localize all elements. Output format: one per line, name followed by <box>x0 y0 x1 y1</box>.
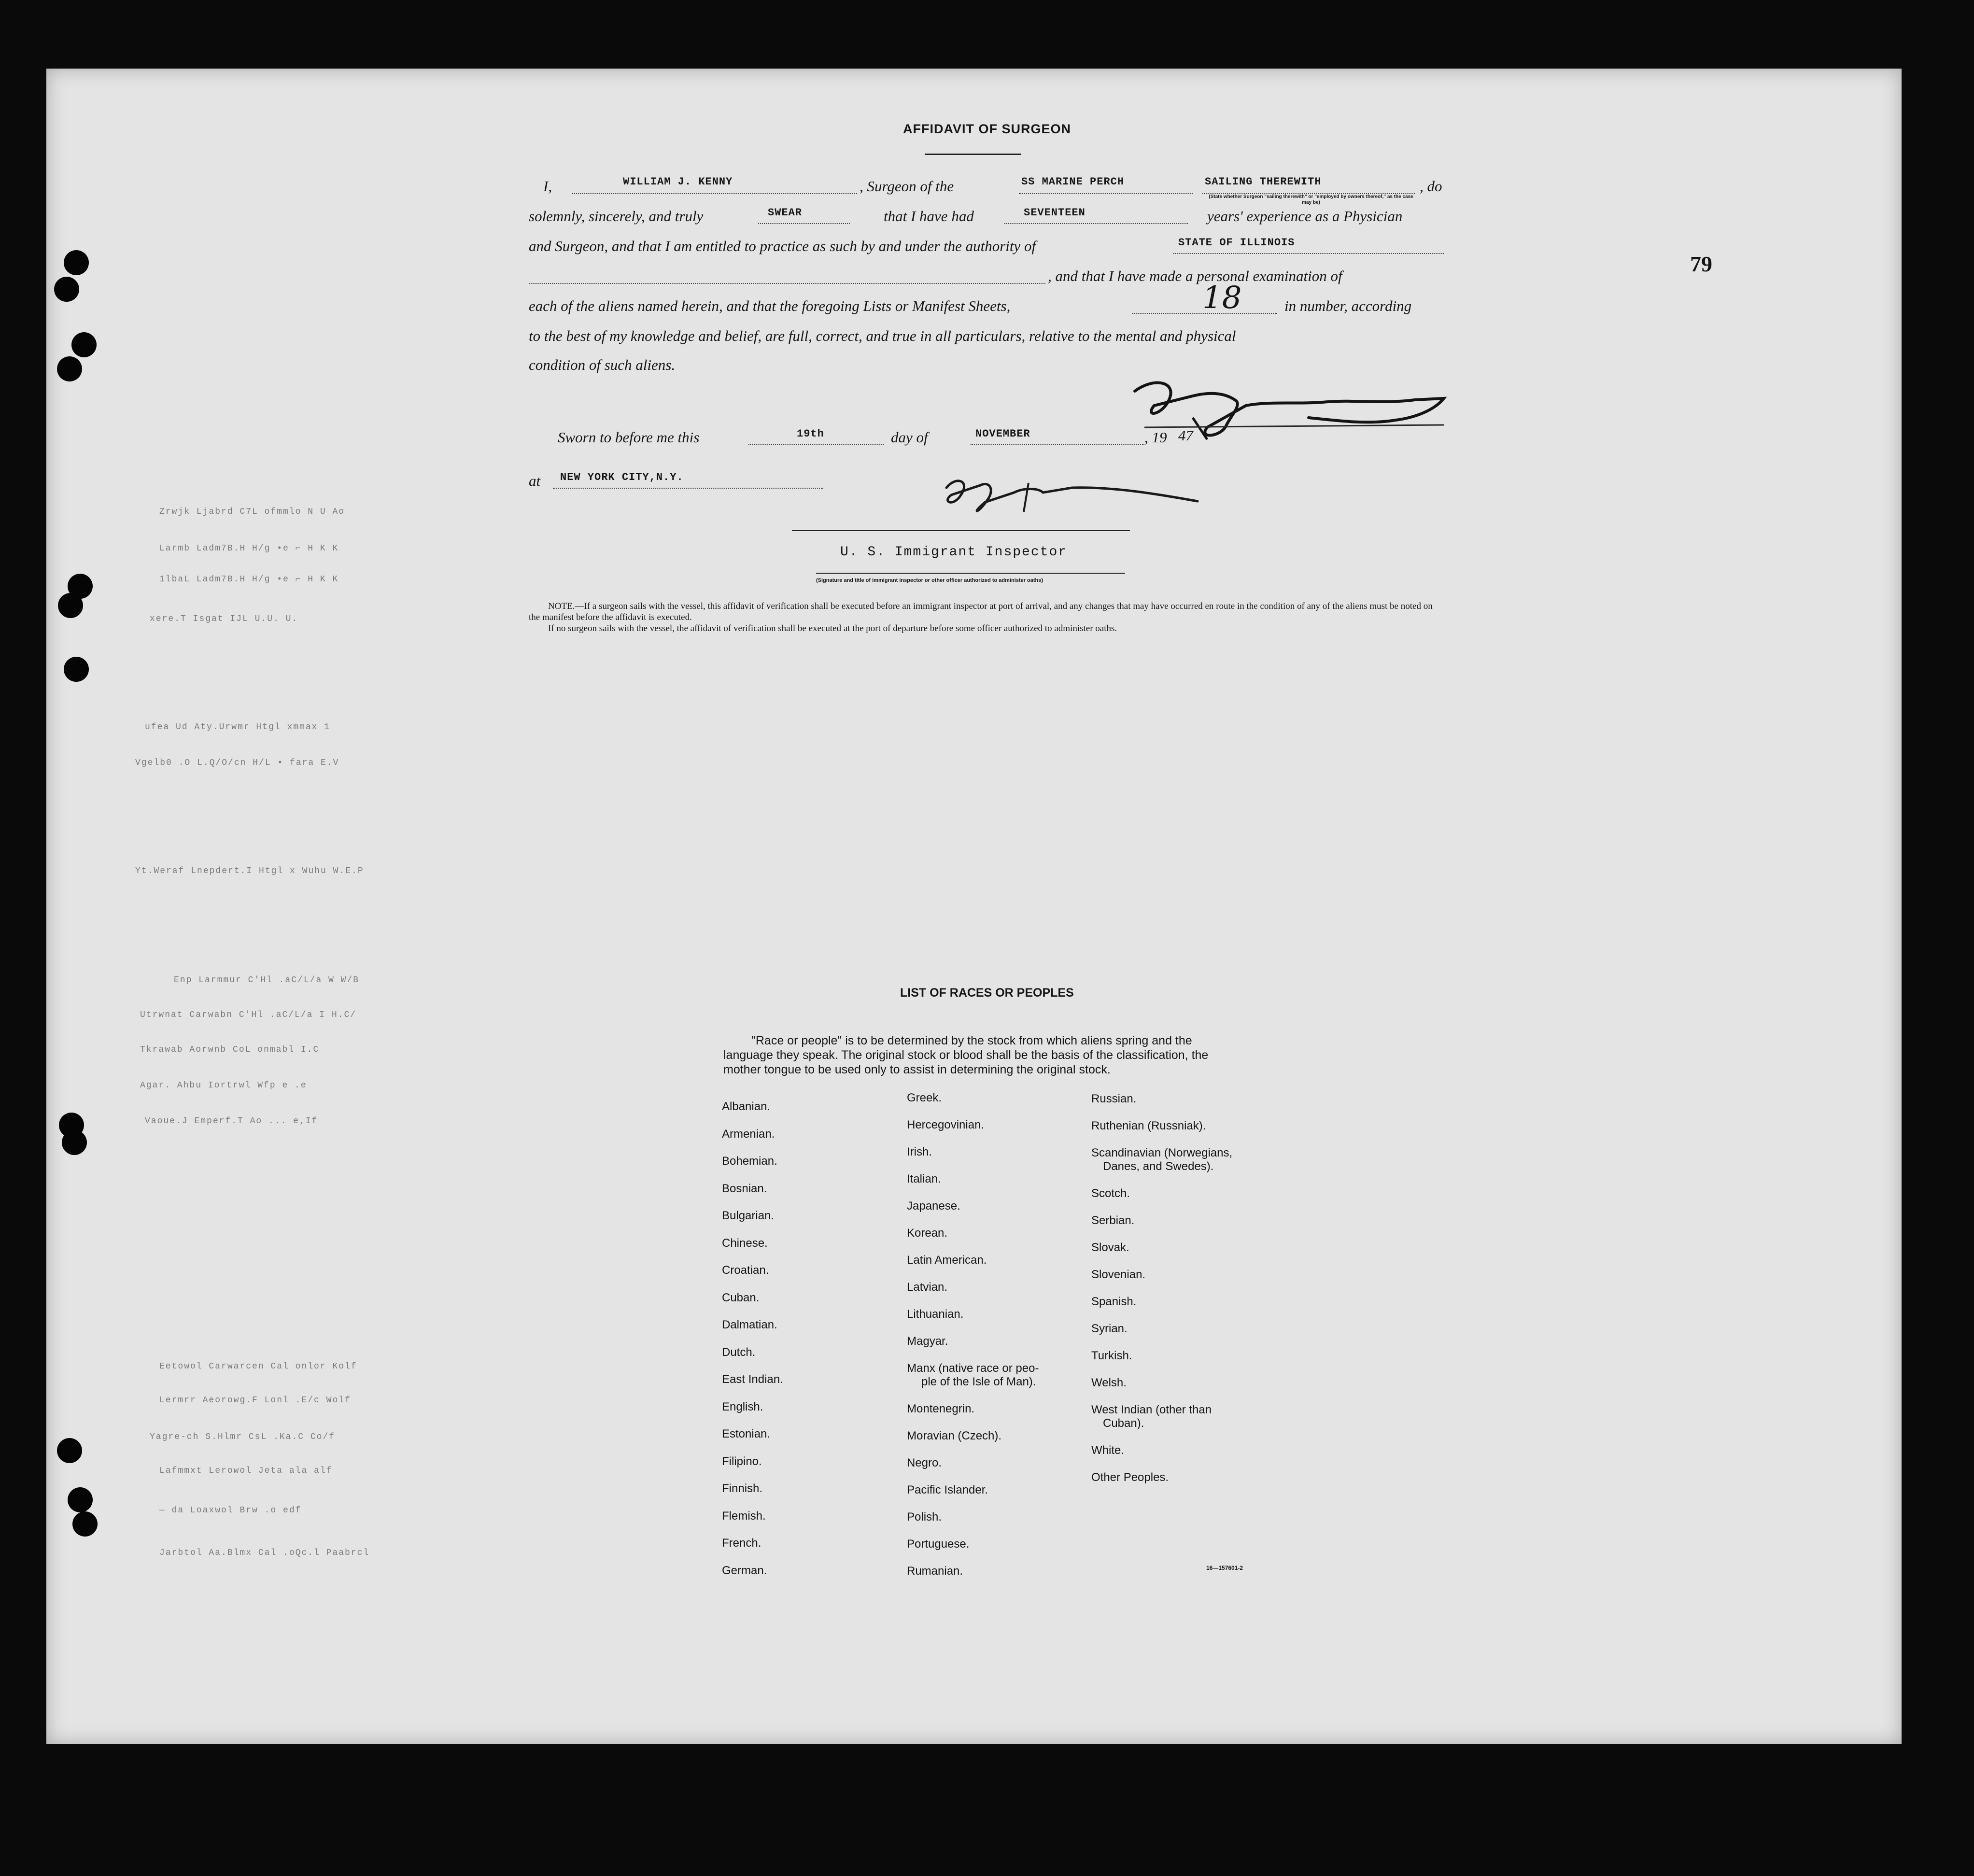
bleed-row: Vgelb0 .O L.Q/O/cn H/L • fara E.V <box>135 758 339 768</box>
fill-line <box>553 488 823 489</box>
race-item: Latin American. <box>907 1254 987 1267</box>
bleed-row: Lermrr Aeorowg.F Lonl .E/c Wolf <box>159 1396 351 1405</box>
inspector-line <box>792 530 1130 531</box>
race-item: Scotch. <box>1091 1187 1130 1200</box>
at-label: at <box>529 472 541 489</box>
fill-line <box>758 223 850 224</box>
race-item: Dalmatian. <box>722 1318 777 1331</box>
race-item: Polish. <box>907 1510 942 1523</box>
race-item: White. <box>1091 1444 1125 1457</box>
sworn-mid: day of <box>891 429 928 446</box>
bleed-row: 1lbaL Ladm7B.H H/g •e ⌐ H K K <box>159 575 339 584</box>
race-item: West Indian (other than <box>1091 1403 1212 1416</box>
race-item: Russian. <box>1091 1092 1137 1105</box>
aff-line3-prefix: and Surgeon, and that I am entitled to practice as such by and under the authority of <box>529 238 1036 254</box>
race-item: Ruthenian (Russniak). <box>1091 1119 1206 1132</box>
race-item: Albanian. <box>722 1100 771 1113</box>
binder-hole <box>58 593 83 618</box>
bleed-row: Eetowol Carwarcen Cal onlor Kolf <box>159 1362 357 1371</box>
authority: STATE OF ILLINOIS <box>1178 237 1295 249</box>
race-item: Armenian. <box>722 1127 775 1141</box>
bleed-row: xere.T Isgat IJL U.U. U. <box>150 614 298 624</box>
sailing-note: (State whether Surgeon "sailing therewith" or "employed by owners thereof," as the case may be) <box>1209 194 1413 205</box>
aff-line2-end: years' experience as a Physician <box>1207 208 1403 225</box>
title-underline <box>925 154 1021 155</box>
aff-line4-end: , and that I have made a personal examination of <box>1048 268 1342 284</box>
race-item: Flemish. <box>722 1509 766 1523</box>
bleed-row: Yt.Weraf Lnepdert.I Htgl x Wuhu W.E.P <box>135 866 364 876</box>
binder-hole <box>57 356 82 381</box>
race-item: East Indian. <box>722 1373 783 1386</box>
bleed-row: Lafmmxt Lerowol Jeta ala alf <box>159 1466 333 1476</box>
inspector-signature <box>927 473 1227 526</box>
fill-line <box>529 283 1045 284</box>
surgeon-signature <box>1125 372 1453 444</box>
aff-line1-mid: , Surgeon of the <box>860 178 954 195</box>
races-intro: "Race or people" is to be determined by the stock from which aliens spring and the language they speak. The original stock or blood shall be the basis of the classification, the mother tongue to be used only to assist in determining the original stock. <box>723 1034 1209 1076</box>
form-number: 16—157601-2 <box>1206 1565 1243 1571</box>
place: NEW YORK CITY,N.Y. <box>560 471 684 483</box>
inspector-title: U. S. Immigrant Inspector <box>840 545 1068 560</box>
aff-line6: to the best of my knowledge and belief, are full, correct, and true in all particulars, relative to the mental and physical <box>529 327 1236 344</box>
race-item: Korean. <box>907 1227 948 1240</box>
sworn-day: 19th <box>797 428 824 440</box>
fill-line <box>1004 223 1188 224</box>
race-item: French. <box>722 1537 761 1550</box>
surgeon-name: WILLIAM J. KENNY <box>623 176 733 188</box>
note-para1: NOTE.—If a surgeon sails with the vessel, this affidavit of verification shall be executed before an immigrant inspector at port of arrival, and any changes that may have occurred en route in the condition of any of the aliens must be noted on the manifest before the affidavit is executed. <box>529 601 1433 622</box>
race-item: Italian. <box>907 1172 941 1185</box>
race-item: Welsh. <box>1091 1376 1127 1389</box>
fill-line <box>1019 193 1193 194</box>
race-item: Bosnian. <box>722 1182 767 1195</box>
race-item: Magyar. <box>907 1335 948 1348</box>
race-item: Portuguese. <box>907 1537 970 1551</box>
race-item: Hercegovinian. <box>907 1118 985 1131</box>
race-item: Pacific Islander. <box>907 1483 988 1496</box>
sworn-year: 47 <box>1178 427 1193 444</box>
years: SEVENTEEN <box>1024 207 1086 219</box>
race-item: Slovenian. <box>1091 1268 1146 1281</box>
race-item: Slovak. <box>1091 1241 1129 1254</box>
race-item: Negro. <box>907 1456 942 1469</box>
aff-line1-prefix: I, <box>543 178 552 195</box>
fill-line <box>1173 253 1444 254</box>
binder-hole <box>71 332 97 357</box>
aff-line5-prefix: each of the aliens named herein, and that the foregoing Lists or Manifest Sheets, <box>529 297 1011 314</box>
fill-line <box>572 193 857 194</box>
aff-line2-prefix: solemnly, sincerely, and truly <box>529 208 704 225</box>
bleed-row: Larmb Ladm7B.H H/g •e ⌐ H K K <box>159 544 339 553</box>
race-item: Latvian. <box>907 1281 948 1294</box>
race-item: Scandinavian (Norwegians, <box>1091 1146 1233 1159</box>
race-item: Other Peoples. <box>1091 1471 1169 1484</box>
fill-line <box>748 444 884 445</box>
race-item: Spanish. <box>1091 1295 1137 1308</box>
race-item: Cuban). <box>1103 1417 1144 1430</box>
bleed-row: Tkrawab Aorwnb CoL onmabl I.C <box>140 1045 320 1055</box>
oath: SWEAR <box>768 207 803 219</box>
bleed-row: Enp Larmmur C'Hl .aC/L/a W W/B <box>174 975 360 985</box>
race-item: Estonian. <box>722 1427 771 1440</box>
race-item: Japanese. <box>907 1199 960 1213</box>
sworn-month: NOVEMBER <box>975 428 1030 440</box>
aff-line2-mid: that I have had <box>884 208 974 225</box>
bleed-row: — da Loaxwol Brw .o edf <box>159 1506 302 1515</box>
race-item: Montenegrin. <box>907 1402 975 1415</box>
bleed-row: Agar. Ahbu Iortrwl Wfp e .e <box>140 1081 307 1090</box>
race-item: Dutch. <box>722 1345 756 1359</box>
race-item: Croatian. <box>722 1264 769 1277</box>
inspector-caption-line <box>816 573 1125 574</box>
race-item: Filipino. <box>722 1454 762 1468</box>
race-item: German. <box>722 1564 767 1577</box>
race-item: Chinese. <box>722 1236 768 1250</box>
aff-line7: condition of such aliens. <box>529 356 676 373</box>
race-item: Bulgarian. <box>722 1209 775 1222</box>
bleed-row: Zrwjk Ljabrd C7L ofmmlo N U Ao <box>159 507 345 517</box>
bleed-row: Vaoue.J Emperf.T Ao ... e,If <box>145 1116 318 1126</box>
race-item: English. <box>722 1400 763 1413</box>
race-item: Manx (native race or peo- <box>907 1362 1039 1375</box>
race-item: Rumanian. <box>907 1565 963 1578</box>
races-col2 <box>907 1091 1039 1592</box>
race-item: Serbian. <box>1091 1214 1135 1227</box>
binder-hole <box>54 277 79 302</box>
race-item: ple of the Isle of Man). <box>921 1375 1036 1388</box>
race-item: Lithuanian. <box>907 1308 964 1321</box>
race-item: Moravian (Czech). <box>907 1429 1002 1442</box>
page-number: 79 <box>1690 252 1712 276</box>
sailing-status: SAILING THEREWITH <box>1205 176 1322 188</box>
bleed-row: Utrwnat Carwabn C'Hl .aC/L/a I H.C/ <box>140 1010 357 1020</box>
races-title: LIST OF RACES OR PEOPLES <box>900 986 1074 1000</box>
race-item: Syrian. <box>1091 1322 1128 1335</box>
race-item: Bohemian. <box>722 1155 777 1168</box>
race-item: Cuban. <box>722 1291 760 1304</box>
inspector-caption: (Signature and title of immigrant inspector or other officer authorized to administer oaths) <box>816 578 1043 583</box>
aff-line5-end: in number, according <box>1284 297 1412 314</box>
vessel-name: SS MARINE PERCH <box>1021 176 1125 188</box>
sworn-year-prefix: , 19 <box>1144 429 1167 446</box>
binder-hole <box>64 250 89 275</box>
bleed-row: Jarbtol Aa.Blmx Cal .oQc.l Paabrcl <box>159 1548 370 1558</box>
race-item: Turkish. <box>1091 1349 1132 1362</box>
race-item: Danes, and Swedes). <box>1103 1160 1214 1173</box>
race-item: Irish. <box>907 1145 932 1158</box>
fill-line <box>971 444 1144 445</box>
aff-line1-end: , do <box>1420 178 1442 195</box>
race-item: Greek. <box>907 1091 942 1104</box>
races-col3 <box>1091 1092 1232 1498</box>
note-para2: If no surgeon sails with the vessel, the affidavit of verification shall be executed at the port of departure before some officer authorized to administer oaths. <box>548 623 1117 634</box>
binder-hole <box>62 1130 87 1155</box>
binder-hole <box>72 1511 98 1537</box>
race-item: Finnish. <box>722 1482 763 1495</box>
sworn-prefix: Sworn to before me this <box>558 429 700 446</box>
races-col1 <box>722 1093 783 1584</box>
binder-hole <box>57 1438 82 1463</box>
binder-hole <box>68 1487 93 1512</box>
sheets-count: 18 <box>1202 280 1242 316</box>
bleed-row: Yagre-ch S.Hlmr CsL .Ka.C Co/f <box>150 1432 336 1442</box>
page-title: AFFIDAVIT OF SURGEON <box>903 122 1071 136</box>
bleed-row: ufea Ud Aty.Urwmr Htgl xmmax 1 <box>145 722 331 732</box>
binder-hole <box>64 657 89 682</box>
